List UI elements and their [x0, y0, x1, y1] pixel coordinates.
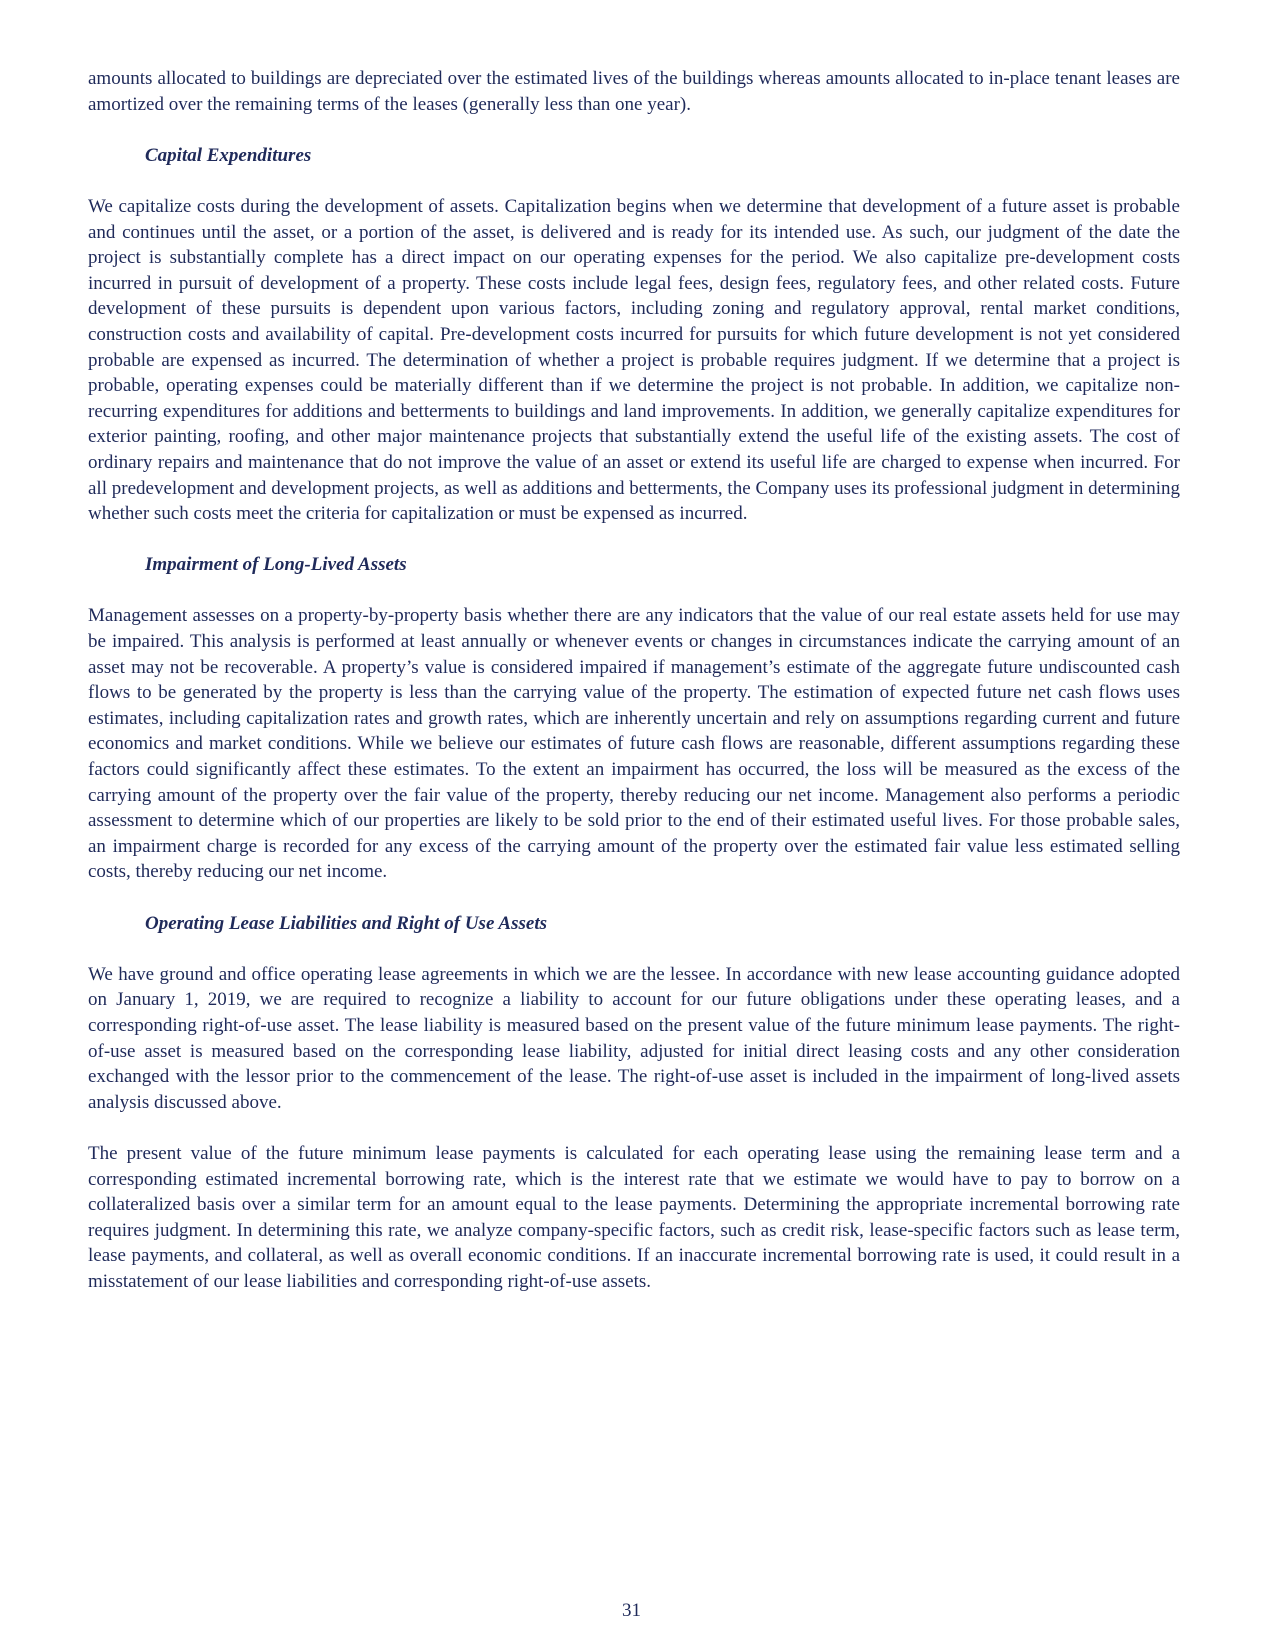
operating-lease-paragraph-2: The present value of the future minimum lease payments is calculated for each operating lease using the remaining lease term and a corresponding estimated incremental borrowing rate, which is the interest rate that we estimate we would have to pay to borrow on a collateralized basis over a similar term for an amount equal to the lease payments. Determining the appropriate incremental borrowing rate requires judgment. In determining this rate, we analyze company-specific factors, such as credit risk, lease-specific factors such as lease term, lease payments, and collateral, as well as overall economic conditions. If an inaccurate incremental borrowing rate is used, it could result in a misstatement of our lease liabilities and corresponding right-of-use assets. — [88, 1142, 1180, 1292]
capital-expenditures-heading: Capital Expenditures — [145, 144, 312, 166]
spacer — [88, 527, 1180, 553]
impairment-paragraph: Management assesses on a property-by-property basis whether there are any indicators that the value of our real estate assets held for use may be impaired. This analysis is performed at least annually or whenever events or changes in circumstances indicate the carrying amount of an asset may not be recoverable. A property’s value is considered impaired if management’s estimate of the aggregate future undiscounted cash flows to be generated by the property is less than the carrying value of the property. The estimation of expected future net cash flows uses estimates, including capitalization rates and growth rates, which are inherently uncertain and rely on assumptions regarding current and future economics and market conditions. While we believe our estimates of future cash flows are reasonable, different assumptions regarding these factors could significantly affect these estimates. To the extent an impairment has occurred, the loss will be measured as the excess of the carrying amount of the property over the fair value of the property, thereby reducing our net income. Management also performs a periodic assessment to determine which of our properties are likely to be sold prior to the end of their estimated useful lives. For those probable sales, an impairment charge is recorded for any excess of the carrying amount of the property over the estimated fair value less estimated selling costs, thereby reducing our net income. — [88, 605, 1180, 883]
spacer — [88, 168, 1180, 194]
spacer — [88, 1115, 1180, 1141]
spacer — [88, 885, 1180, 911]
impairment-heading: Impairment of Long-Lived Assets — [145, 554, 407, 576]
spacer — [88, 578, 1180, 604]
operating-lease-paragraph-1: We have ground and office operating lease agreements in which we are the lessee. In accordance with new lease accounting guidance adopted on January 1, 2019, we are required to recognize a liability to account for our future obligations under these operating leases, and a corresponding right-of-use asset. The lease liability is measured based on the present value of the future minimum lease payments. The right-of-use asset is measured based on the corresponding lease liability, adjusted for initial direct leasing costs and any other consideration exchanged with the lessor prior to the commencement of the lease. The right-of-use asset is included in the impairment of long-lived assets analysis discussed above. — [88, 963, 1180, 1113]
spacer — [88, 936, 1180, 962]
spacer — [88, 117, 1180, 143]
intro-paragraph: amounts allocated to buildings are depreciated over the estimated lives of the buildings whereas amounts allocated to in-place tenant leases are amortized over the remaining terms of the leases (generally less than one year). — [88, 68, 1180, 115]
capital-expenditures-paragraph: We capitalize costs during the development of assets. Capitalization begins when we determine that development of a future asset is probable and continues until the asset, or a portion of the asset, is delivered and is ready for its intended use. As such, our judgment of the date the project is substantially complete has a direct impact on our operating expenses for the period. We also capitalize pre-development costs incurred in pursuit of development of a property. These costs include legal fees, design fees, regulatory fees, and other related costs. Future development of these pursuits is dependent upon various factors, including zoning and regulatory approval, rental market conditions, construction costs and availability of capital. Pre-development costs incurred for pursuits for which future development is not yet considered probable are expensed as incurred. The determination of whether a project is probable requires judgment. If we determine that a project is probable, operating expenses could be materially different than if we determine the project is not probable. In addition, we capitalize non-recurring expenditures for additions and betterments to buildings and land improvements. In addition, we generally capitalize expenditures for exterior painting, roofing, and other major maintenance projects that substantially extend the useful life of the existing assets. The cost of ordinary repairs and maintenance that do not improve the value of an asset or extend its useful life are charged to expense when incurred. For all predevelopment and development projects, as well as additions and betterments, the Company uses its professional judgment in determining whether such costs meet the criteria for capitalization or must be expensed as incurred. — [88, 195, 1180, 525]
document-page — [88, 66, 1180, 1295]
page-number: 31 — [622, 1600, 641, 1621]
operating-lease-heading: Operating Lease Liabilities and Right of Use Assets — [145, 912, 547, 934]
